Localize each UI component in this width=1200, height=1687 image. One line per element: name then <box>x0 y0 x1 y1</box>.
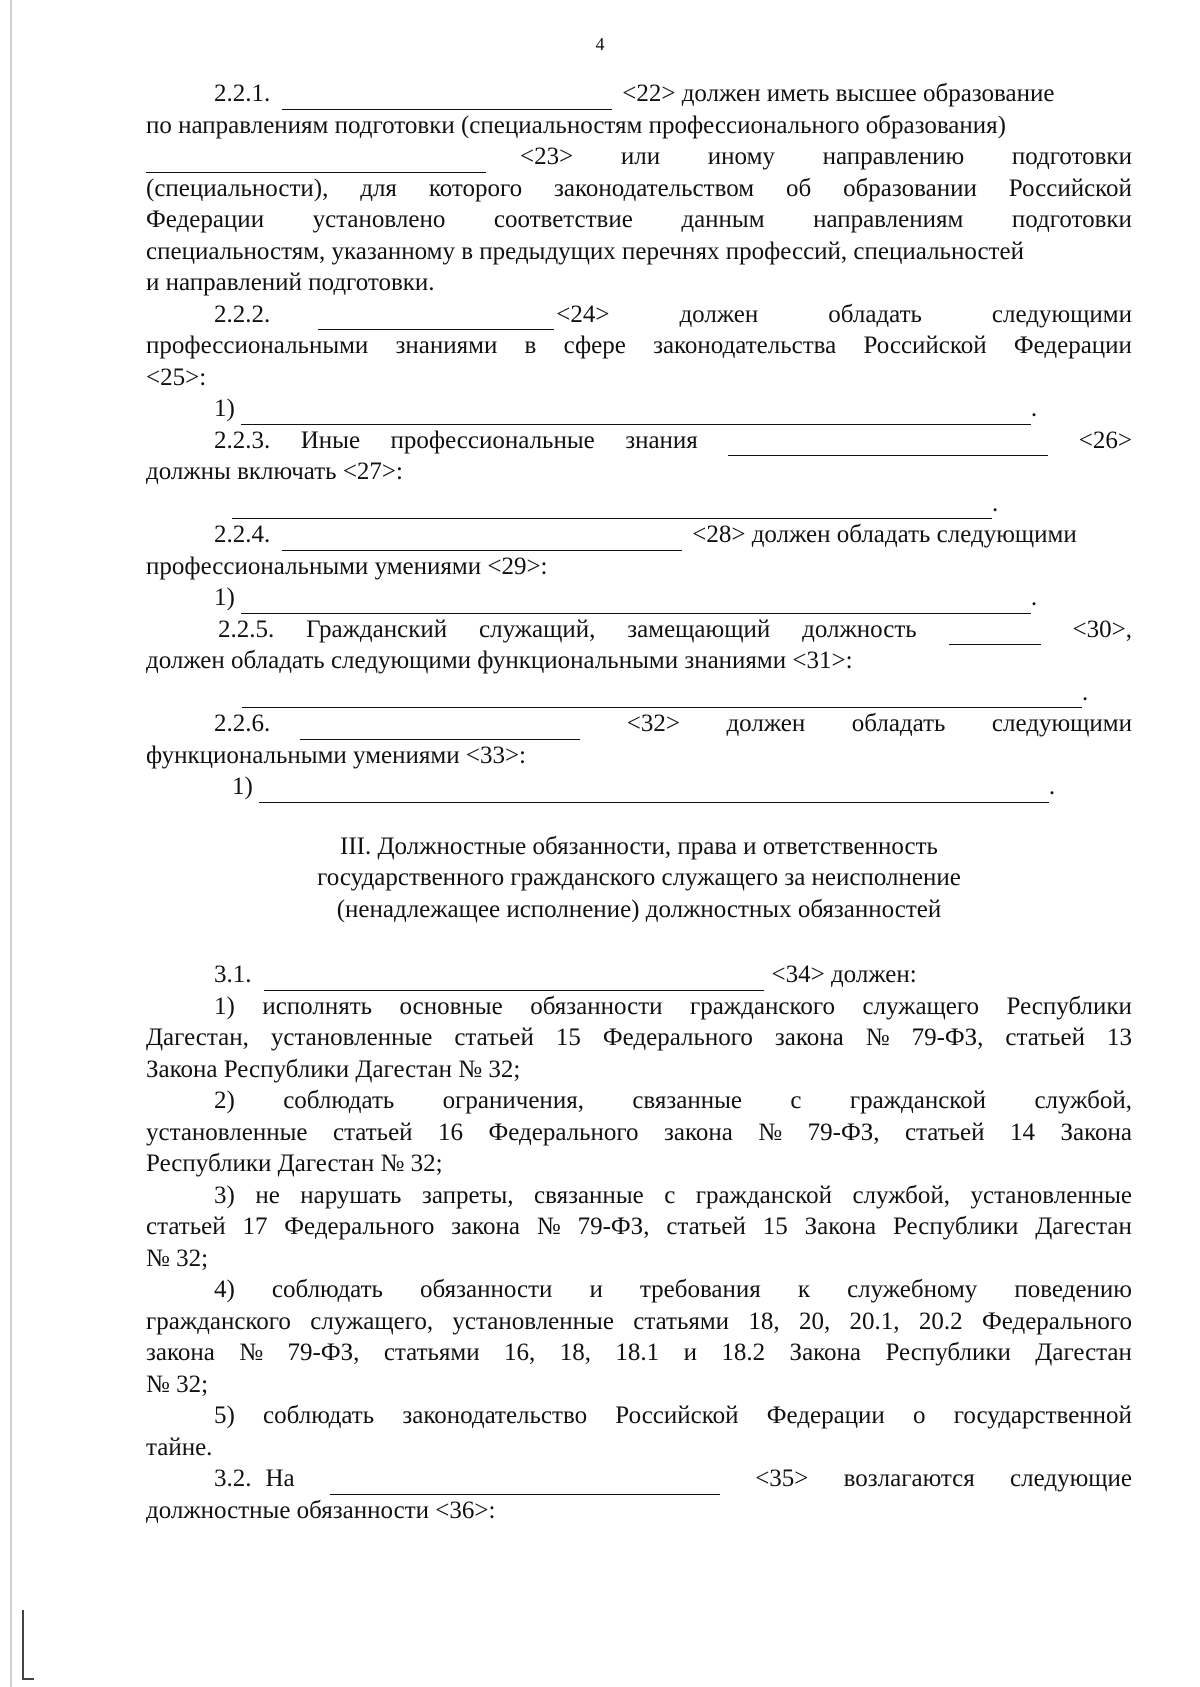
line-end-dot: . <box>1030 395 1038 422</box>
word: установленные <box>270 1024 433 1051</box>
word: соответствие <box>493 206 633 233</box>
section-3-heading <box>146 831 1132 926</box>
s221-line4 <box>146 173 1132 205</box>
word: знаниями <box>395 332 498 359</box>
line-end-dot: . <box>1082 678 1089 706</box>
word: подготовки <box>1011 206 1132 233</box>
s221-line5 <box>146 204 1132 236</box>
word: 20.2 <box>918 1307 963 1335</box>
scan-corner-mark <box>22 1610 24 1680</box>
s31-p4-line4: № 32; <box>146 1370 209 1398</box>
word: закона <box>774 1024 844 1051</box>
word: служащего, <box>310 1307 434 1335</box>
word: Российской <box>615 1402 739 1429</box>
word: иному <box>707 143 775 170</box>
word: Федерации <box>766 1402 885 1429</box>
s221-fn23: <23> <box>520 143 574 170</box>
word: нарушать <box>300 1181 402 1209</box>
word: 79-ФЗ, <box>807 1118 880 1146</box>
blank-field-27[interactable] <box>232 496 992 519</box>
word: закона <box>451 1213 521 1240</box>
line-end-dot: . <box>1030 584 1038 611</box>
word: 15 <box>762 1213 788 1240</box>
s31-p5-line1 <box>146 1400 1132 1432</box>
word: в <box>524 332 537 359</box>
s223-line1 <box>146 425 1132 457</box>
s225-line1 <box>146 614 1132 646</box>
s224-fn28: <28> должен обладать следующими <box>692 521 1077 548</box>
word: Республики <box>885 1339 1011 1366</box>
blank-field-26[interactable] <box>728 433 1048 456</box>
word: На <box>265 1465 295 1492</box>
word: Дагестан <box>1035 1213 1132 1240</box>
s32-fn35: <35> <box>755 1465 809 1492</box>
s31-number: 3.1. <box>214 961 252 988</box>
word: для <box>360 174 397 202</box>
word: следующими <box>991 300 1132 328</box>
word: 2.2.5. <box>218 615 275 643</box>
word: службой, <box>1034 1087 1132 1114</box>
word: 4) <box>214 1276 235 1303</box>
word: 16 <box>438 1118 464 1146</box>
s31-p4-line2 <box>146 1306 1132 1338</box>
word: требования <box>639 1276 761 1303</box>
document-body <box>146 78 1132 1526</box>
word: 2.2.3. <box>214 426 271 454</box>
word: должность <box>802 615 917 643</box>
word: должен <box>726 710 806 737</box>
word: установленные <box>452 1307 614 1335</box>
blank-field-34[interactable] <box>264 968 764 991</box>
word: Республики <box>1006 992 1132 1020</box>
s224-line1 <box>146 519 1132 551</box>
word: 17 <box>242 1213 268 1240</box>
word: статьей <box>454 1024 534 1051</box>
word: с <box>790 1087 802 1114</box>
s31-line1 <box>146 959 1132 991</box>
word: Федерации <box>146 206 265 233</box>
word: не <box>255 1181 280 1209</box>
word: которого <box>428 174 523 202</box>
blank-field-29-item1[interactable] <box>241 591 1031 614</box>
s31-p4-line3 <box>146 1337 1132 1369</box>
word: Дагестан, <box>146 1024 249 1051</box>
word: образовании <box>843 174 977 202</box>
word: с <box>664 1181 676 1209</box>
s226-item1 <box>146 771 1132 803</box>
word: № <box>239 1339 264 1366</box>
blank-field-28[interactable] <box>282 528 682 551</box>
word: Закона <box>804 1213 877 1240</box>
word: подготовки <box>1011 143 1132 170</box>
word: следующие <box>1010 1465 1132 1492</box>
word: статьей <box>146 1213 226 1240</box>
word: соблюдать <box>263 1402 375 1429</box>
word: служащий, <box>479 615 596 643</box>
word: статьей <box>332 1118 413 1146</box>
word: об <box>785 174 812 202</box>
word: № <box>758 1118 783 1146</box>
s31-p1-line2 <box>146 1022 1132 1054</box>
s32-line2: должностные обязанности <36>: <box>146 1496 496 1524</box>
word: гражданского <box>690 992 835 1020</box>
word: служащего <box>862 992 980 1020</box>
word: соблюдать <box>271 1276 383 1303</box>
s31-p2-line3: Республики Дагестан № 32; <box>146 1150 443 1177</box>
word: связанные <box>534 1181 644 1209</box>
s223-item-line <box>146 488 1132 520</box>
word: гражданского <box>146 1307 291 1335</box>
s226-line2: функциональными умениями <33>: <box>146 741 526 769</box>
s31-p4-line1 <box>146 1274 1132 1306</box>
word: профессиональные <box>390 426 595 454</box>
word: 18, <box>748 1307 780 1335</box>
section-3-heading-line3: (ненадлежащее исполнение) должностных обязанностей <box>336 895 942 923</box>
s222-fn24: <24> <box>556 300 610 328</box>
word: профессиональными <box>146 332 369 359</box>
word: должен <box>679 300 759 328</box>
blank-field-23[interactable] <box>146 150 486 173</box>
s221-fn22: <22> должен иметь высшее образование <box>622 80 1055 107</box>
s222-line2 <box>146 330 1132 362</box>
word: знания <box>625 426 698 454</box>
word: государственной <box>953 1402 1132 1429</box>
s223-line2: должны включать <27>: <box>146 458 403 485</box>
word: соблюдать <box>283 1087 395 1114</box>
word: возлагаются <box>843 1465 975 1492</box>
word: и <box>683 1339 697 1366</box>
word: Федерации <box>1013 332 1132 359</box>
word: обязанности <box>530 992 663 1020</box>
s222-item1 <box>146 393 1132 425</box>
item-number: 1) <box>232 773 253 800</box>
s221-number: 2.2.1. <box>214 80 271 107</box>
word: к <box>797 1276 810 1303</box>
blank-field-24[interactable] <box>318 307 554 330</box>
word: статьей <box>904 1118 985 1146</box>
blank-field-22[interactable] <box>282 87 612 110</box>
scan-corner-mark-foot <box>22 1678 34 1680</box>
word: ограничения, <box>442 1087 584 1114</box>
word: или <box>620 143 661 170</box>
s225-fn30: <30>, <box>1072 615 1132 643</box>
word: статьей <box>666 1213 746 1240</box>
word: обладать <box>828 300 922 328</box>
word: 15 <box>555 1024 581 1051</box>
word: Республики <box>892 1213 1019 1240</box>
word: Дагестан <box>1035 1339 1132 1366</box>
word: замещающий <box>627 615 771 643</box>
word: <32> <box>626 710 680 737</box>
word: статьями <box>633 1307 730 1335</box>
word: установленные <box>970 1181 1132 1209</box>
s225-line2: должен обладать следующими функциональными знаниями <31>: <box>146 647 853 674</box>
s31-p3-line2 <box>146 1211 1132 1243</box>
word: данным <box>681 206 765 233</box>
s221-line1 <box>146 78 1132 110</box>
word: Российской <box>863 332 987 359</box>
word: поведению <box>1014 1276 1132 1303</box>
word: о <box>913 1402 926 1429</box>
word: 5) <box>214 1402 235 1429</box>
blank-field-25-item1[interactable] <box>241 402 1031 425</box>
blank-field-31[interactable] <box>242 685 1082 708</box>
word: законодательством <box>553 174 755 202</box>
word: сфере <box>563 332 626 359</box>
word: следующими <box>991 710 1132 737</box>
word: № <box>536 1213 561 1240</box>
section-3-heading-line2: государственного гражданского служащего за неисполнение <box>317 864 961 891</box>
word: 79-ФЗ, <box>577 1213 650 1240</box>
word: Федерального <box>488 1118 639 1146</box>
s221-line3 <box>146 141 1132 173</box>
s31-p3-line3: № 32; <box>146 1244 209 1272</box>
word: № <box>865 1024 890 1051</box>
word: направлениям <box>813 206 964 233</box>
word: 1) <box>214 992 235 1020</box>
word: закона <box>146 1339 215 1366</box>
word: статьями <box>383 1339 480 1366</box>
word: запреты, <box>421 1181 514 1209</box>
word: службой, <box>852 1181 950 1209</box>
section-3-heading-line1: III. Должностные обязанности, права и ответственность <box>340 832 938 860</box>
word: 20.1, <box>849 1307 900 1335</box>
line-end-dot: . <box>1048 773 1056 800</box>
word: (специальности), <box>146 174 329 202</box>
word: 18.1 <box>615 1339 660 1366</box>
word: Закона <box>1060 1118 1132 1146</box>
blank-field-32[interactable] <box>300 717 580 740</box>
word: Федерального <box>284 1213 435 1240</box>
word: 3) <box>214 1181 235 1209</box>
s31-fn34: <34> должен: <box>771 961 917 988</box>
s222-number: 2.2.2. <box>214 300 271 328</box>
s31-p5-line2: тайне. <box>146 1433 213 1461</box>
scan-left-edge <box>10 0 12 1687</box>
blank-field-30[interactable] <box>949 622 1041 645</box>
item-number: 1) <box>214 584 235 611</box>
s225-item-line <box>146 677 1132 709</box>
word: статьей <box>1005 1024 1085 1051</box>
word: обладать <box>851 710 946 737</box>
word: исполнять <box>262 992 373 1020</box>
s226-number: 2.2.6. <box>214 710 271 737</box>
word: 20, <box>798 1307 831 1335</box>
blank-field-33-item1[interactable] <box>259 780 1049 803</box>
word: Гражданский <box>306 615 448 643</box>
blank-field-35[interactable] <box>330 1472 720 1495</box>
s221-line7: и направлений подготовки. <box>146 269 435 296</box>
word: установленные <box>146 1118 308 1146</box>
word: 18.2 <box>721 1339 766 1366</box>
s31-p1-line1 <box>146 991 1132 1023</box>
word: обязанности <box>420 1276 553 1303</box>
word: 79-ФЗ, <box>911 1024 984 1051</box>
word: 79-ФЗ, <box>287 1339 360 1366</box>
s31-p1-line3: Закона Республики Дагестан № 32; <box>146 1055 521 1083</box>
s31-p2-line1 <box>146 1085 1132 1117</box>
word: 14 <box>1010 1118 1035 1146</box>
word: основные <box>399 992 503 1020</box>
s32-number: 3.2. <box>214 1465 252 1492</box>
word: установлено <box>312 206 446 233</box>
s32-line1 <box>146 1463 1132 1495</box>
word: и <box>589 1276 603 1303</box>
word: закона <box>664 1118 733 1146</box>
s222-fn25: <25>: <box>146 363 207 391</box>
word: Федерального <box>981 1307 1132 1335</box>
word: гражданской <box>849 1087 987 1114</box>
s223-fn26: <26> <box>1078 426 1132 454</box>
s224-item1 <box>146 582 1132 614</box>
item-number: 1) <box>214 395 235 422</box>
s31-p2-line2 <box>146 1117 1132 1149</box>
s224-line2: профессиональными умениями <29>: <box>146 552 548 580</box>
s224-number: 2.2.4. <box>214 521 271 548</box>
word: 13 <box>1106 1024 1132 1051</box>
word: Закона <box>789 1339 862 1366</box>
word: Российской <box>1008 174 1132 202</box>
word: 2) <box>214 1087 235 1114</box>
word: Иные <box>300 426 361 454</box>
word: законодательства <box>653 332 837 359</box>
word: Федерального <box>602 1024 753 1051</box>
s222-line1 <box>146 299 1132 331</box>
s221-line6: специальностям, указанному в предыдущих перечнях профессий, специальностей <box>146 237 1024 265</box>
word: направлению <box>822 143 965 170</box>
word: служебному <box>847 1276 978 1303</box>
word: законодательство <box>402 1402 588 1429</box>
s221-line2: по направлениям подготовки (специальностям профессионального образования) <box>146 111 1006 139</box>
s31-p3-line1 <box>146 1180 1132 1212</box>
word: связанные <box>632 1087 743 1114</box>
s226-line1 <box>146 708 1132 740</box>
word: гражданской <box>695 1181 832 1209</box>
page-number: 4 <box>595 34 605 54</box>
word: 16, <box>504 1339 536 1366</box>
word: 18, <box>559 1339 591 1366</box>
line-end-dot: . <box>992 489 999 517</box>
